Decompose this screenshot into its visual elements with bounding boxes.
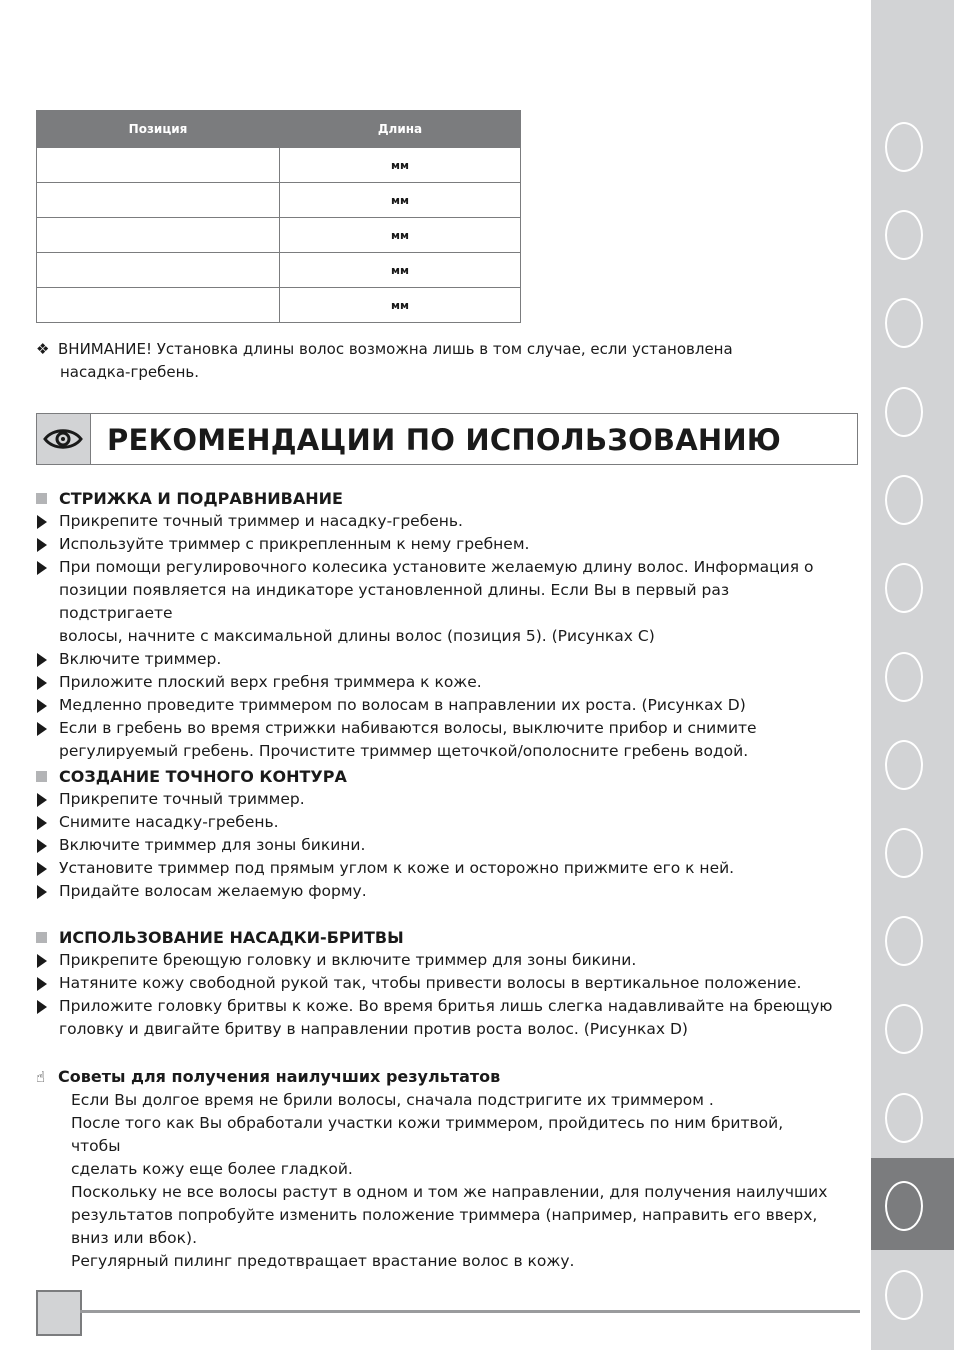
eye-icon: [43, 425, 83, 453]
list-item-text: Натяните кожу свободной рукой так, чтобы привести волосы в вертикальное положение.: [59, 974, 802, 992]
tip-text: Регулярный пилинг предотвращает врастание волос в кожу.: [71, 1252, 575, 1270]
page-title: РЕКОМЕНДАЦИИ ПО ИСПОЛЬЗОВАНИЮ: [107, 423, 782, 457]
tip-text: Поскольку не все волосы растут в одном и том же направлении, для получения наилучших: [71, 1183, 828, 1201]
triangle-bullet-icon: [37, 885, 47, 899]
table-row: [37, 288, 521, 323]
position-cell: [37, 288, 280, 323]
tip-text: После того как Вы обработали участки кожи триммером, пройдитесь по ним бритвой, чтобы: [71, 1114, 784, 1155]
list-item-text: Прикрепите точный триммер.: [59, 790, 305, 808]
language-tab-circle-icon[interactable]: [885, 1270, 923, 1320]
language-tab-circle-icon[interactable]: [885, 740, 923, 790]
length-table: [36, 110, 521, 323]
table-row: [37, 183, 521, 218]
language-tab-circle-icon[interactable]: [885, 298, 923, 348]
list-item: [36, 811, 836, 834]
list-item-text: Приложите головку бритвы к коже. Во время бритья лишь слегка надавливайте на бреющую: [59, 997, 833, 1015]
page-number-box: [36, 1290, 82, 1336]
warning-diamond-icon: ❖: [36, 340, 50, 358]
triangle-bullet-icon: [37, 561, 47, 575]
list-item-text: Приложите плоский верх гребня триммера к коже.: [59, 673, 482, 691]
list-item: [36, 834, 836, 857]
square-bullet-icon: [36, 932, 47, 943]
list-item-text: волосы, начните с максимальной длины волос (позиция 5). (Рисунках C): [59, 627, 655, 645]
triangle-bullet-icon: [37, 538, 47, 552]
length-cell: мм: [280, 218, 521, 253]
section-heading: СОЗДАНИЕ ТОЧНОГО КОНТУРА: [36, 765, 836, 788]
list-item-text: Прикрепите бреющую головку и включите триммер для зоны бикини.: [59, 951, 637, 969]
tip-text: Если Вы долгое время не брили волосы, сначала подстригите их триммером .: [71, 1091, 714, 1109]
language-tab-circle-icon[interactable]: [885, 475, 923, 525]
table-row: [37, 253, 521, 288]
list-item: [36, 694, 836, 717]
list-item-text: Снимите насадку-гребень.: [59, 813, 279, 831]
warning-note: [36, 338, 796, 384]
triangle-bullet-icon: [37, 699, 47, 713]
position-cell: [37, 148, 280, 183]
column-header-position: Позиция: [37, 111, 280, 148]
eye-icon-box: [37, 414, 91, 464]
language-tab-circle-icon[interactable]: [885, 1093, 923, 1143]
table-row: [37, 148, 521, 183]
list-item-text: Включите триммер для зоны бикини.: [59, 836, 366, 854]
list-item: [36, 880, 836, 903]
position-cell: [37, 218, 280, 253]
section-heading: СТРИЖКА И ПОДРАВНИВАНИЕ: [36, 487, 836, 510]
triangle-bullet-icon: [37, 722, 47, 736]
list-item: [36, 510, 836, 533]
table-header-row: [37, 111, 521, 148]
list-item: [36, 972, 836, 995]
section-trimming: [36, 487, 836, 763]
length-cell: мм: [280, 183, 521, 218]
language-tab-circle-icon[interactable]: [885, 828, 923, 878]
section-banner: [36, 413, 858, 465]
triangle-bullet-icon: [37, 977, 47, 991]
language-tab-circle-icon[interactable]: [885, 652, 923, 702]
list-item: [36, 556, 836, 648]
column-header-length: Длина: [280, 111, 521, 148]
tip-text: сделать кожу еще более гладкой.: [71, 1160, 353, 1178]
triangle-bullet-icon: [37, 653, 47, 667]
triangle-bullet-icon: [37, 954, 47, 968]
list-item-text: Медленно проведите триммером по волосам в направлении их роста. (Рисунках D): [59, 696, 746, 714]
list-item-text: Установите триммер под прямым углом к коже и осторожно прижмите его к ней.: [59, 859, 735, 877]
position-cell: [37, 253, 280, 288]
language-tab-circle-icon[interactable]: [885, 210, 923, 260]
triangle-bullet-icon: [37, 1000, 47, 1014]
section-contour: [36, 765, 836, 903]
list-item: [36, 717, 836, 763]
square-bullet-icon: [36, 771, 47, 782]
list-item-text: регулируемый гребень. Прочистите триммер щеточкой/ополосните гребень водой.: [59, 742, 749, 760]
list-item-text: головку и двигайте бритву в направлении против роста волос. (Рисунках D): [59, 1020, 688, 1038]
list-item: [36, 857, 836, 880]
language-tab-circle-icon[interactable]: [885, 916, 923, 966]
section-heading: ИСПОЛЬЗОВАНИЕ НАСАДКИ-БРИТВЫ: [36, 926, 836, 949]
list-item-text: Используйте триммер с прикрепленным к нему гребнем.: [59, 535, 530, 553]
language-tab-circle-icon[interactable]: [885, 122, 923, 172]
list-item: [36, 533, 836, 556]
triangle-bullet-icon: [37, 515, 47, 529]
section-razor: [36, 926, 836, 1041]
triangle-bullet-icon: [37, 676, 47, 690]
square-bullet-icon: [36, 493, 47, 504]
language-tab-circle-icon[interactable]: [885, 1181, 923, 1231]
tip-text: результатов попробуйте изменить положение триммера (например, направить его вверх,: [71, 1206, 818, 1224]
list-item-text: Прикрепите точный триммер и насадку-гребень.: [59, 512, 463, 530]
language-tab-circle-icon[interactable]: [885, 563, 923, 613]
list-item-text: Включите триммер.: [59, 650, 222, 668]
language-tab-circle-icon[interactable]: [885, 1004, 923, 1054]
warning-text-line-2: насадка-гребень.: [60, 363, 199, 381]
length-cell: мм: [280, 253, 521, 288]
table-row: [37, 218, 521, 253]
position-cell: [37, 183, 280, 218]
tip-text: вниз или вбок).: [71, 1229, 198, 1247]
footer-divider: [80, 1310, 860, 1313]
triangle-bullet-icon: [37, 839, 47, 853]
tips-block: [36, 1065, 836, 1273]
list-item: [36, 995, 836, 1041]
list-item: [36, 648, 836, 671]
thumbs-up-icon: ☝: [36, 1068, 46, 1086]
length-cell: мм: [280, 288, 521, 323]
list-item: [36, 671, 836, 694]
length-cell: мм: [280, 148, 521, 183]
list-item-text: Если в гребень во время стрижки набиваются волосы, выключите прибор и снимите: [59, 719, 757, 737]
language-tab-strip: [871, 0, 954, 1350]
triangle-bullet-icon: [37, 816, 47, 830]
tips-heading: ☝ Советы для получения наилучших результатов: [36, 1065, 836, 1089]
list-item: [36, 949, 836, 972]
warning-text-line-1: ВНИМАНИЕ! Установка длины волос возможна лишь в том случае, если установлена: [58, 340, 733, 358]
list-item-text: Придайте волосам желаемую форму.: [59, 882, 367, 900]
list-item-text: При помощи регулировочного колесика установите желаемую длину волос. Информация о: [59, 558, 814, 576]
list-item-text: позиции появляется на индикаторе установленной длины. Если Вы в первый раз подстригаете: [59, 581, 730, 622]
language-tab-circle-icon[interactable]: [885, 387, 923, 437]
list-item: [36, 788, 836, 811]
triangle-bullet-icon: [37, 793, 47, 807]
triangle-bullet-icon: [37, 862, 47, 876]
